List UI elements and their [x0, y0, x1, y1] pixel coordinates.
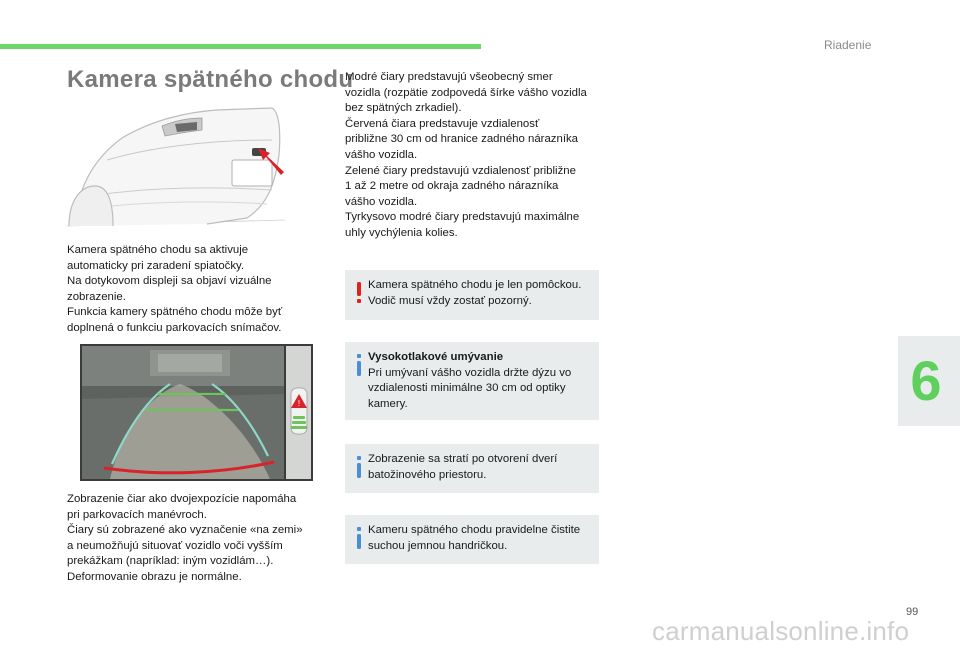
chapter-tab — [898, 336, 960, 426]
text-line: Funkcia kamery spätného chodu môže byť — [67, 306, 283, 319]
text-line: Zelené čiary predstavujú vzdialenosť približne — [345, 164, 576, 177]
watermark: carmanualsonline.info — [652, 616, 910, 646]
text-line: približne 30 cm od hranice zadného nárazníka — [345, 133, 579, 146]
warning-exclamation-icon — [352, 282, 366, 304]
note-line: vzdialenosti minimálne 30 cm od optiky — [368, 382, 566, 395]
header-accent-bar — [0, 44, 481, 49]
text-line: Deformovanie obrazu je normálne. — [67, 570, 242, 583]
text-line: bez spätných zrkadiel). — [345, 102, 462, 115]
info-i-icon — [352, 527, 366, 549]
text-line: doplnená o funkciu parkovacích snímačov. — [67, 321, 282, 334]
note-heading: Vysokotlakové umývanie — [368, 351, 504, 363]
info-note-cleaning — [345, 515, 599, 564]
rear-camera-display-image — [80, 344, 313, 481]
text-line: vášho vozidla. — [345, 148, 418, 161]
text-line: vozidla (rozpätie zodpovedá šírke vášho vozidla — [345, 86, 587, 99]
text-line: prekážkam (napríklad: iným vozidlám…). — [67, 555, 274, 568]
info-note-trunk — [345, 444, 599, 493]
note-line: Zobrazenie sa stratí po otvorení dverí — [368, 453, 558, 465]
warning-note — [345, 270, 599, 320]
text-line: automaticky pri zaradení spiatočky. — [67, 259, 245, 272]
text-line: uhly vychýlenia kolies. — [345, 226, 458, 239]
text-line: 1 až 2 metre od okraja zadného nárazníka — [345, 180, 559, 193]
page-title: Kamera spätného chodu — [67, 66, 354, 93]
text-line: Červená čiara predstavuje vzdialenosť — [345, 117, 540, 130]
note-line: kamery. — [368, 397, 408, 410]
svg-text:!: ! — [297, 399, 301, 408]
info-note-high-pressure — [345, 342, 599, 420]
text-line: Zobrazenie čiar ako dvojexpozície napomáha — [67, 493, 297, 505]
info-i-icon — [352, 354, 366, 376]
note-line: Vodič musí vždy zostať pozorný. — [368, 294, 532, 307]
text-line: a neumožňujú situovať vozidlo voči vyšším — [67, 539, 283, 552]
note-line: Kamera spätného chodu je len pomôckou. — [368, 279, 582, 291]
text-line: Kamera spätného chodu sa aktivuje — [67, 244, 249, 256]
text-line: vášho vozidla. — [345, 195, 418, 208]
display-paragraph — [67, 492, 325, 586]
section-label: Riadenie — [824, 38, 872, 52]
intro-paragraph — [67, 243, 315, 337]
note-line: Kameru spätného chodu pravidelne čistite — [368, 524, 581, 536]
text-line: pri parkovacích manévroch. — [67, 508, 207, 521]
page-number: 99 — [906, 606, 919, 618]
text-line: Tyrkysovo modré čiary predstavujú maximálne — [345, 211, 580, 224]
note-line: suchou jemnou handričkou. — [368, 539, 508, 552]
info-i-icon — [352, 456, 366, 478]
text-line: zobrazenie. — [67, 290, 126, 303]
text-line: Na dotykovom displeji sa objaví vizuálne — [67, 275, 272, 288]
text-line: Čiary sú zobrazené ako vyznačenie «na zemi» — [67, 524, 303, 537]
text-line: Modré čiary predstavujú všeobecný smer — [345, 71, 553, 83]
chapter-number: 6 — [910, 349, 942, 412]
car-rear-camera-illustration — [67, 100, 285, 238]
note-line: batožinového priestoru. — [368, 468, 487, 481]
lines-description-paragraph — [345, 70, 603, 242]
note-line: Pri umývaní vášho vozidla držte dýzu vo — [368, 366, 572, 379]
